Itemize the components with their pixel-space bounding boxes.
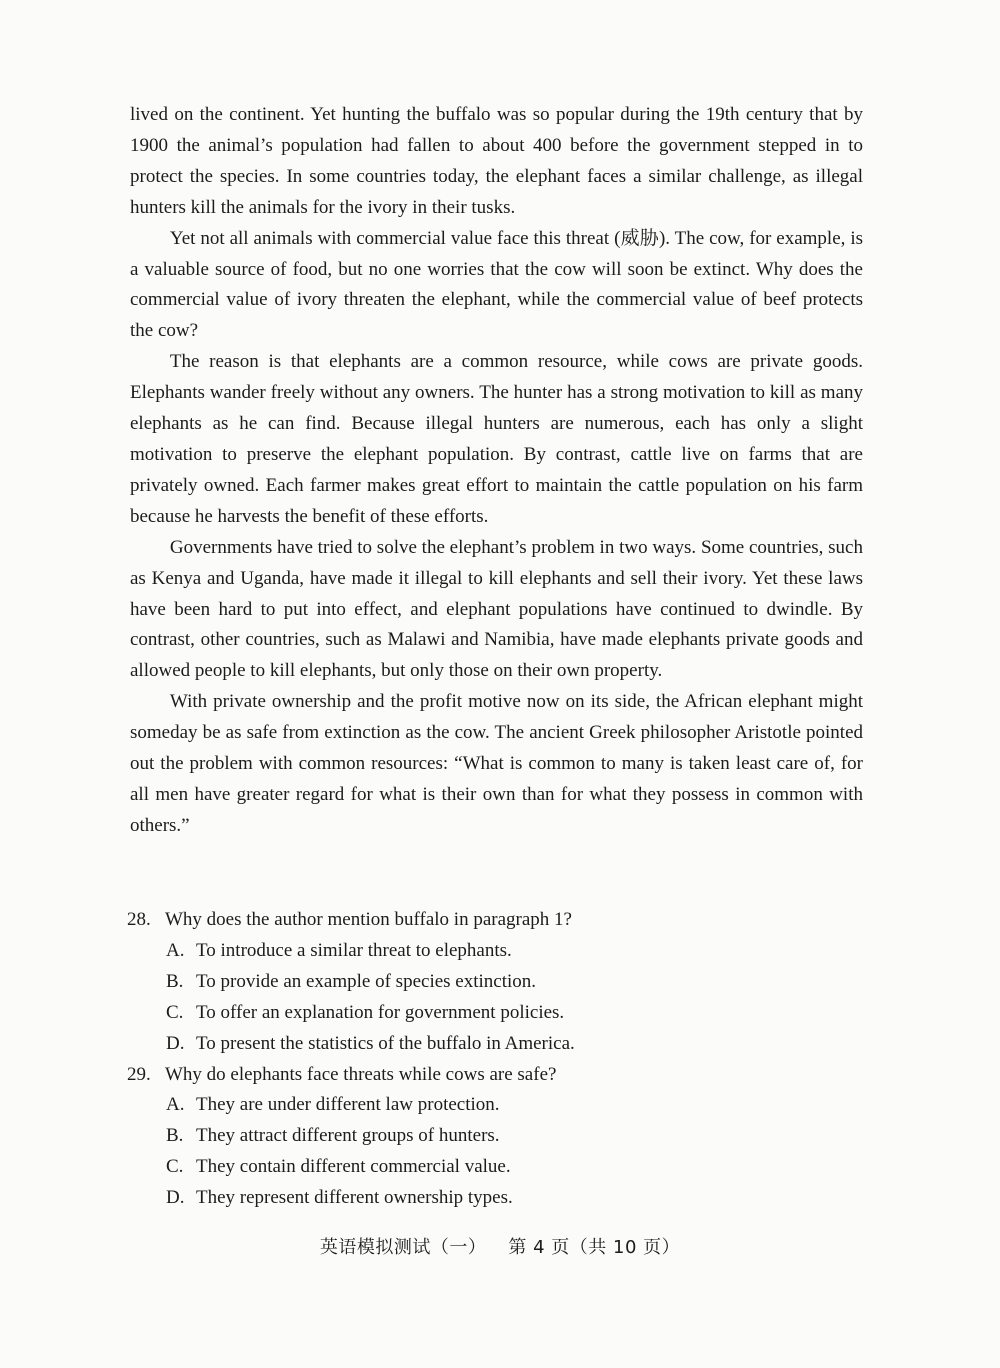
question-number: 28. [127, 909, 151, 930]
paragraph-3: The reason is that elephants are a common resource, while cows are private goods. Elephants wander freely without any owners. The hunter has a strong motivation to kill as many elephants as he can find. Because illegal hunters are numerous, each has only a slight motivation to preserve the elephant population. By contrast, cattle live on farms that are privately owned. Each farmer makes great effort to maintain the cattle population on his farm because he harvests the benefit of these efforts. [130, 351, 863, 527]
option-d [127, 1183, 863, 1214]
option-letter: C. [166, 1001, 184, 1023]
passage-body [130, 100, 863, 842]
option-a [127, 936, 863, 967]
passage [130, 100, 863, 842]
option-letter: C. [166, 1156, 184, 1178]
option-text: To present the statistics of the buffalo in America. [196, 1032, 575, 1054]
option-c [127, 1152, 863, 1183]
option-text: To offer an explanation for government policies. [196, 1001, 565, 1023]
option-letter: A. [166, 939, 185, 961]
option-c [127, 998, 863, 1029]
question-list [127, 905, 863, 1214]
option-letter: D. [166, 1032, 185, 1054]
question-number: 29. [127, 1063, 151, 1085]
paragraph-4: Governments have tried to solve the elephant’s problem in two ways. Some countries, such as Kenya and Uganda, have made it illegal to kill elephants and sell their ivory. Yet these laws have been hard to put into effect, and elephant populations have continued to dwindle. By contrast, other countries, such as Malawi and Namibia, have made elephants private goods and allowed people to kill elephants, but only those on their own property. [130, 536, 863, 682]
page-footer [0, 1233, 1000, 1259]
option-text: To introduce a similar threat to elephants. [196, 939, 512, 961]
option-letter: B. [166, 1125, 184, 1147]
option-letter: D. [166, 1187, 185, 1209]
paragraph-5: With private ownership and the profit motive now on its side, the African elephant might someday be as safe from extinction as the cow. The ancient Greek philosopher Aristotle pointed out the problem with common resources: “What is common to many is taken least care of, for all men have greater regard for what is their own than for what they possess in common with others.” [130, 691, 863, 836]
option-a [127, 1090, 863, 1121]
option-d [127, 1029, 863, 1060]
option-b [127, 967, 863, 998]
paragraph-1: lived on the continent. Yet hunting the buffalo was so popular during the 19th century that by 1900 the animal’s population had fallen to about 400 before the government stepped in to protect the species. In some countries today, the elephant faces a similar challenge, as illegal hunters kill the animals for the ivory in their tusks. [130, 104, 863, 218]
option-list [127, 936, 863, 1060]
option-letter: B. [166, 970, 184, 992]
option-text: To provide an example of species extinction. [196, 970, 537, 992]
option-b [127, 1121, 863, 1152]
question-text: Why does the author mention buffalo in paragraph 1? [165, 909, 572, 930]
option-list [127, 1090, 863, 1214]
exam-title: 英语模拟测试（一） [319, 1237, 487, 1258]
option-text: They attract different groups of hunters. [196, 1125, 500, 1147]
option-letter: A. [166, 1094, 185, 1116]
option-text: They contain different commercial value. [196, 1156, 511, 1178]
question-stem [127, 905, 863, 936]
option-text: They are under different law protection. [196, 1094, 500, 1116]
question-text: Why do elephants face threats while cows are safe? [165, 1063, 557, 1085]
question-stem [127, 1060, 863, 1091]
page-number: 第 4 页（共 10 页） [508, 1237, 681, 1258]
option-text: They represent different ownership types. [196, 1187, 513, 1209]
question-28 [127, 905, 863, 1060]
paragraph-2: Yet not all animals with commercial value face this threat (威胁). The cow, for example, is a valuable source of food, but no one worries that the cow will soon be extinct. Why does the commercial value of ivory threaten the elephant, while the commercial value of beef protects the cow? [130, 227, 863, 342]
question-29 [127, 1060, 863, 1215]
